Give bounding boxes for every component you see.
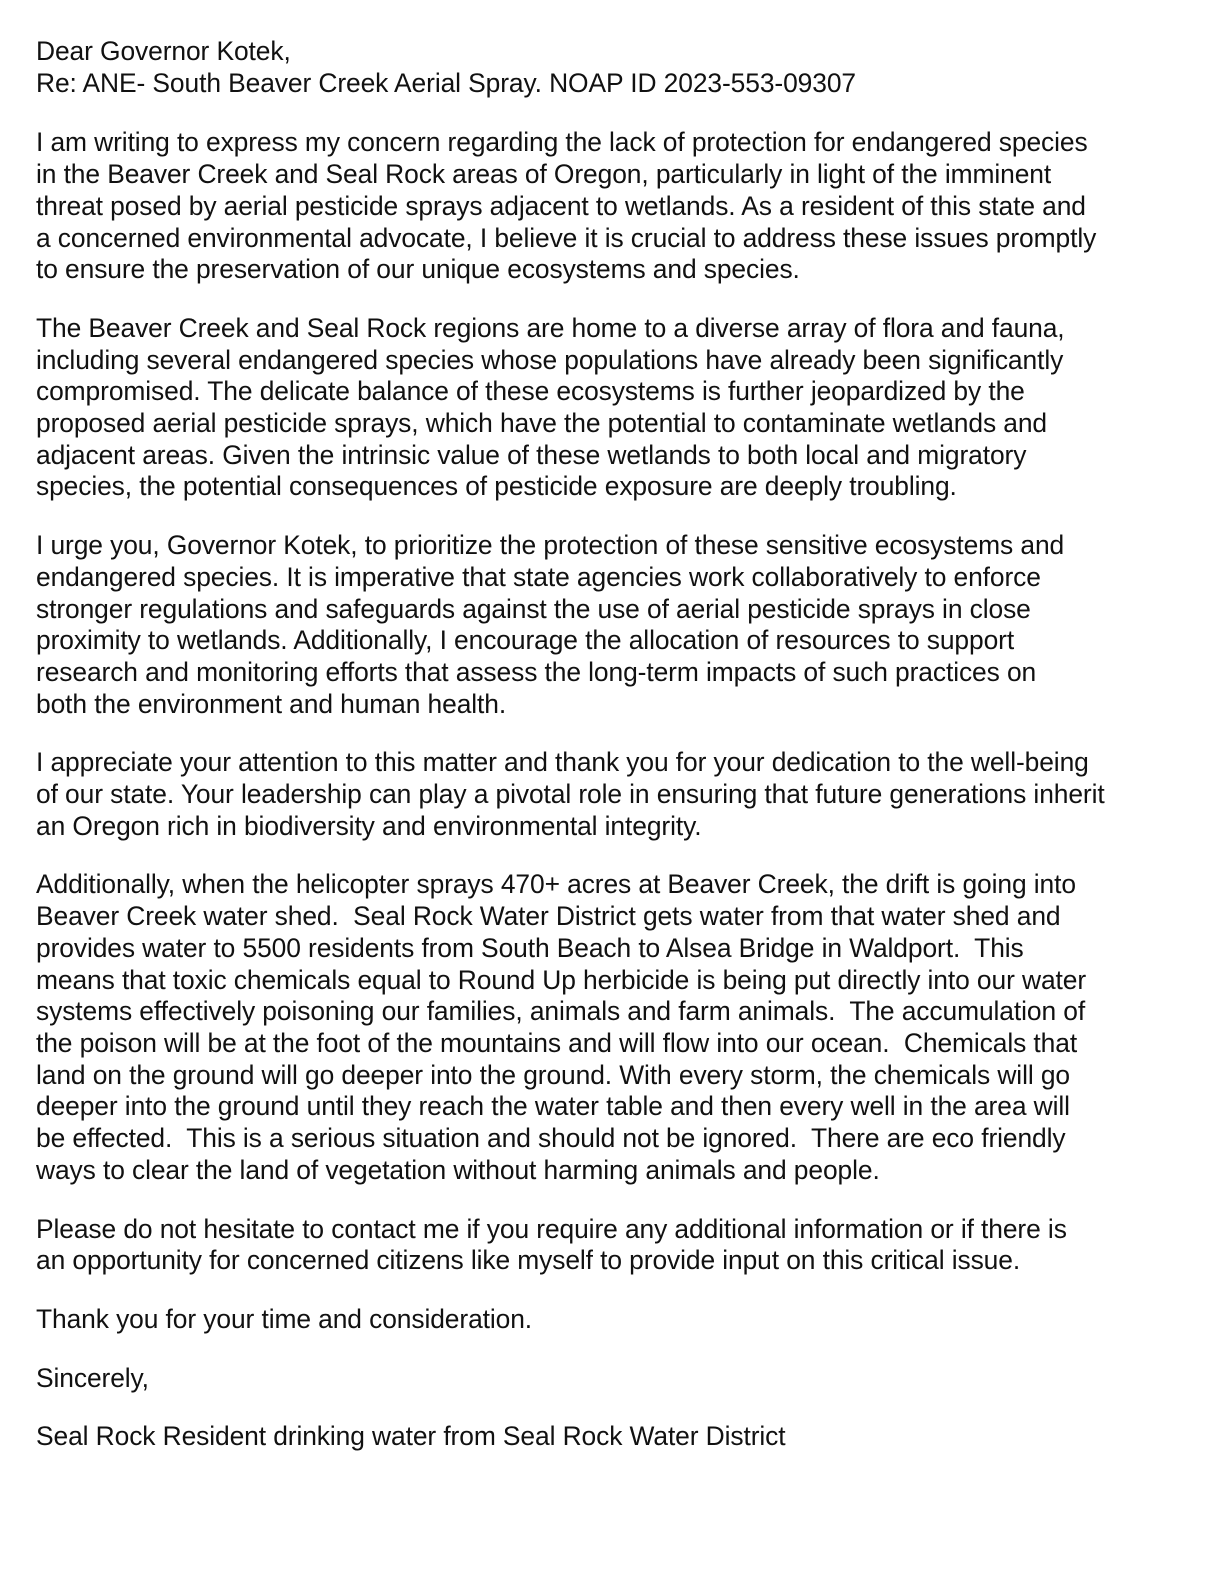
paragraph-line: Please do not hesitate to contact me if you require any additional information or if there is bbox=[36, 1213, 1067, 1244]
paragraph-line: systems effectively poisoning our families, animals and farm animals. The accumulation of bbox=[36, 996, 1086, 1027]
paragraph-line: I appreciate your attention to this matter and thank you for your dedication to the well-being bbox=[36, 747, 1089, 778]
paragraph-line: a concerned environmental advocate, I believe it is crucial to address these issues promptly bbox=[36, 222, 1097, 253]
salutation: Dear Governor Kotek, bbox=[36, 36, 291, 66]
subject-line: Re: ANE- South Beaver Creek Aerial Spray. NOAP ID 2023-553-09307 bbox=[36, 67, 856, 98]
paragraph-line: I urge you, Governor Kotek, to prioritize the protection of these sensitive ecosystems and bbox=[36, 530, 1065, 561]
paragraph-1 bbox=[36, 127, 1186, 286]
paragraph-line: stronger regulations and safeguards against the use of aerial pesticide sprays in close bbox=[36, 593, 1031, 624]
paragraph-line: an Oregon rich in biodiversity and environmental integrity. bbox=[36, 810, 702, 841]
paragraph-line: Additionally, when the helicopter sprays 470+ acres at Beaver Creek, the drift is going into bbox=[36, 869, 1076, 900]
thanks-paragraph bbox=[36, 1304, 1186, 1336]
paragraph-line: an opportunity for concerned citizens like myself to provide input on this critical issue. bbox=[36, 1245, 1021, 1276]
paragraph-line: including several endangered species whose populations have already been significantly bbox=[36, 344, 1064, 375]
paragraph-4 bbox=[36, 747, 1186, 842]
paragraph-line: in the Beaver Creek and Seal Rock areas of Oregon, particularly in light of the imminent bbox=[36, 159, 1052, 190]
paragraph-2 bbox=[36, 313, 1186, 503]
paragraph-line: species, the potential consequences of pesticide exposure are deeply troubling. bbox=[36, 471, 957, 502]
paragraph-line: both the environment and human health. bbox=[36, 688, 507, 719]
thanks-line: Thank you for your time and consideration. bbox=[36, 1303, 533, 1334]
paragraph-line: ways to clear the land of vegetation without harming animals and people. bbox=[36, 1154, 880, 1185]
paragraph-line: the poison will be at the foot of the mountains and will flow into our ocean. Chemicals that bbox=[36, 1027, 1078, 1058]
paragraph-line: adjacent areas. Given the intrinsic value of these wetlands to both local and migratory bbox=[36, 439, 1027, 470]
paragraph-line: proximity to wetlands. Additionally, I encourage the allocation of resources to support bbox=[36, 625, 1015, 656]
paragraph-5 bbox=[36, 869, 1186, 1186]
paragraph-line: deeper into the ground until they reach the water table and then every well in the area will bbox=[36, 1091, 1070, 1122]
letter-body bbox=[36, 36, 1186, 1480]
paragraph-line: research and monitoring efforts that assess the long-term impacts of such practices on bbox=[36, 656, 1037, 687]
paragraph-line: The Beaver Creek and Seal Rock regions are home to a diverse array of flora and fauna, bbox=[36, 312, 1065, 343]
paragraph-line: provides water to 5500 residents from South Beach to Alsea Bridge in Waldport. This bbox=[36, 932, 1024, 963]
paragraph-line: land on the ground will go deeper into the ground. With every storm, the chemicals will go bbox=[36, 1059, 1070, 1090]
closing-line: Sincerely, bbox=[36, 1362, 149, 1393]
signature-paragraph bbox=[36, 1421, 1186, 1453]
paragraph-line: threat posed by aerial pesticide sprays adjacent to wetlands. As a resident of this state and bbox=[36, 190, 1086, 221]
paragraph-6 bbox=[36, 1214, 1186, 1277]
paragraph-line: proposed aerial pesticide sprays, which have the potential to contaminate wetlands and bbox=[36, 408, 1047, 439]
letter-header bbox=[36, 36, 1186, 99]
paragraph-line: to ensure the preservation of our unique ecosystems and species. bbox=[36, 254, 800, 285]
paragraph-line: I am writing to express my concern regarding the lack of protection for endangered species bbox=[36, 127, 1088, 158]
paragraph-line: endangered species. It is imperative that state agencies work collaboratively to enforce bbox=[36, 561, 1041, 592]
closing-paragraph bbox=[36, 1363, 1186, 1395]
paragraph-line: Beaver Creek water shed. Seal Rock Water District gets water from that water shed and bbox=[36, 901, 1061, 932]
paragraph-line: compromised. The delicate balance of these ecosystems is further jeopardized by the bbox=[36, 376, 1025, 407]
paragraph-line: of our state. Your leadership can play a pivotal role in ensuring that future generations inherit bbox=[36, 779, 1105, 810]
paragraph-line: be effected. This is a serious situation and should not be ignored. There are eco friendly bbox=[36, 1123, 1066, 1154]
paragraph-3 bbox=[36, 530, 1186, 720]
signature-line: Seal Rock Resident drinking water from Seal Rock Water District bbox=[36, 1421, 786, 1452]
paragraph-line: means that toxic chemicals equal to Round Up herbicide is being put directly into our water bbox=[36, 964, 1087, 995]
